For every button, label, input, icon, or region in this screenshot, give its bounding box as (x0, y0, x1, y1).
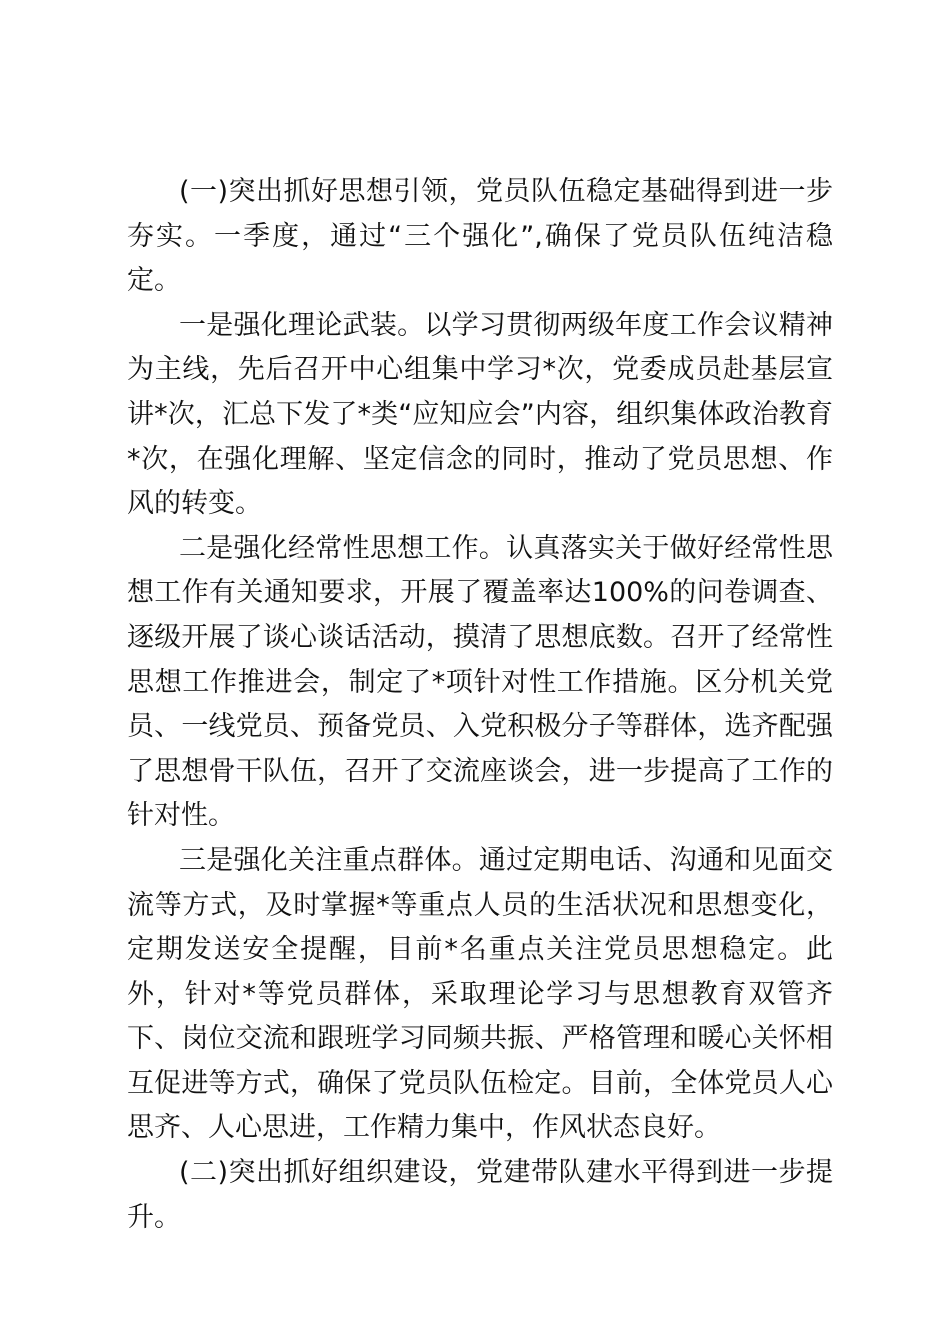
paragraph-key-groups: 三是强化关注重点群体。通过定期电话、沟通和见面交流等方式，及时掌握*等重点人员的生活状况和思想变化，定期发送安全提醒，目前*名重点关注党员思想稳定。此外，针对*等党员群体，采取理论学习与思想教育双管齐下、岗位交流和跟班学习同频共振、严格管理和暖心关怀相互促进等方式，确保了党员队伍检定。目前，全体党员人心思齐、人心思进，工作精力集中，作风状态良好。 (127, 844, 833, 1144)
document-body (127, 170, 833, 1240)
paragraph-theory: 一是强化理论武装。以学习贯彻两级年度工作会议精神为主线，先后召开中心组集中学习*次，党委成员赴基层宣讲*次，汇总下发了*类“应知应会”内容，组织集体政治教育*次，在强化理解、坚定信念的同时，推动了党员思想、作风的转变。 (127, 309, 833, 520)
section-heading-1: (一)突出抓好思想引领，党员队伍稳定基础得到进一步夯实。一季度，通过“三个强化”,确保了党员队伍纯洁稳定。 (127, 176, 833, 297)
paragraph-ideology-work: 二是强化经常性思想工作。认真落实关于做好经常性思想工作有关通知要求，开展了覆盖率达100%的问卷调查、逐级开展了谈心谈话活动，摸清了思想底数。召开了经常性思想工作推进会，制定了*项针对性工作措施。区分机关党员、一线党员、预备党员、入党积极分子等群体，选齐配强了思想骨干队伍，召开了交流座谈会，进一步提高了工作的针对性。 (127, 532, 833, 832)
section-heading-2: (二)突出抓好组织建设，党建带队建水平得到进一步提升。 (127, 1157, 833, 1233)
